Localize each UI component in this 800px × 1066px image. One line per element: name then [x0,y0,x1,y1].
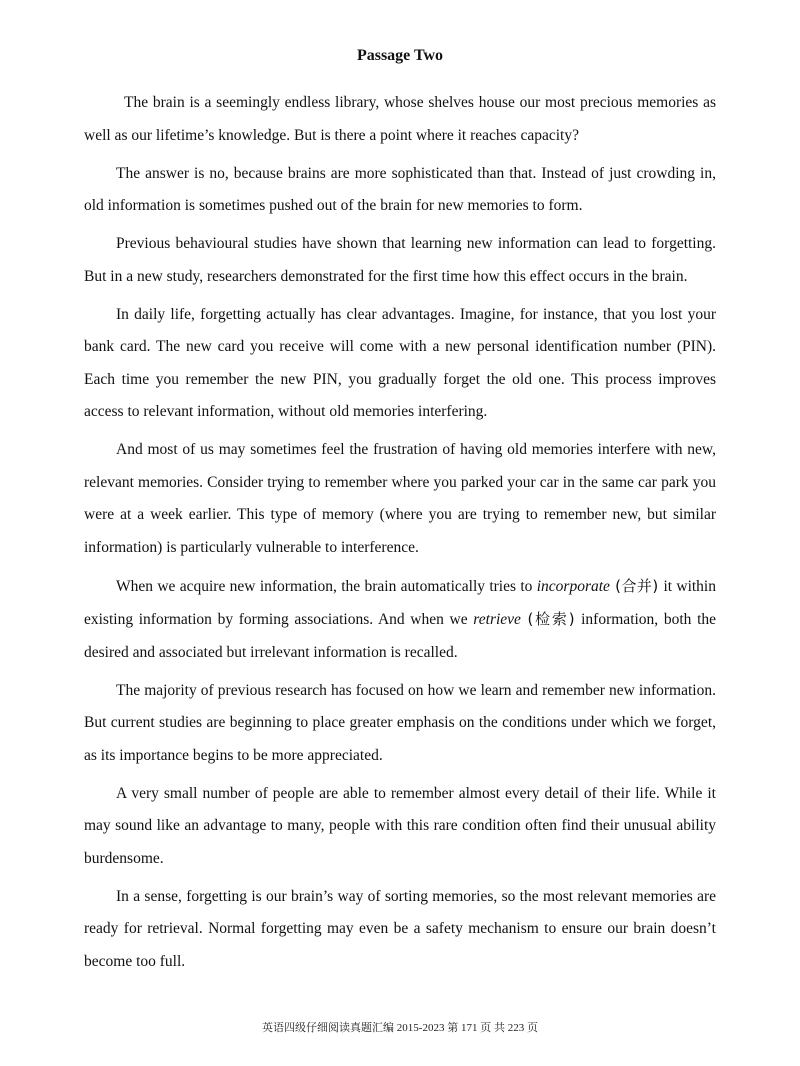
gloss-incorporate: (合并) [609,576,664,595]
paragraph-6 [84,570,716,670]
paragraph-5: And most of us may sometimes feel the frustration of having old memories interfere with new, relevant memories. Consider trying to remember where you parked your car in the same car park you were at a week earlier. This type of memory (where you are trying to remember new, but similar information) is particularly vulnerable to interference. [84,441,716,556]
paragraph-6-part-1: When we acquire new information, the brain automatically tries to [116,577,537,595]
gloss-retrieve: (检索) [520,610,582,628]
paragraph-9: In a sense, forgetting is our brain’s way of sorting memories, so the most relevant memories are ready for retrieval. Normal forgetting may even be a safety mechanism to ensure our brain doesn’t become too full. [84,887,716,970]
passage-title: Passage Two [356,47,444,64]
paragraph-6-part-2: it within existing information by forming associations. And when we [84,577,716,628]
paragraph-4: In daily life, forgetting actually has clear advantages. Imagine, for instance, that you lost your bank card. The new card you receive will come with a new personal identification number (PIN). Each time you remember the new PIN, you gradually forget the old one. This process improves access to relevant information, without old memories interfering. [84,305,716,420]
term-incorporate: incorporate [536,577,610,595]
paragraph-6-part-3: information, both the desired and associated but irrelevant information is recalled. [84,611,717,661]
paragraph-2: The answer is no, because brains are more sophisticated than that. Instead of just crowding in, old information is sometimes pushed out of the brain for new memories to form. [84,164,716,214]
paragraph-8: A very small number of people are able to remember almost every detail of their life. While it may sound like an advantage to many, people with this rare condition often find their unusual ability burdensome. [84,784,716,867]
paragraph-3: Previous behavioural studies have shown that learning new information can lead to forgetting. But in a new study, researchers demonstrated for the first time how this effect occurs in the brain. [84,235,716,285]
term-retrieve: retrieve [473,611,521,628]
document-page [84,44,716,984]
paragraph-1: The brain is a seemingly endless library, whose shelves house our most precious memories as well as our lifetime’s knowledge. But is there a point where it reaches capacity? [84,94,716,144]
page-footer: 英语四级仔细阅读真题汇编 2015-2023 第 171 页 共 223 页 [262,1022,538,1034]
paragraph-7: The majority of previous research has focused on how we learn and remember new information. But current studies are beginning to place greater emphasis on the conditions under which we forget, as its importance begins to be more appreciated. [84,681,716,764]
